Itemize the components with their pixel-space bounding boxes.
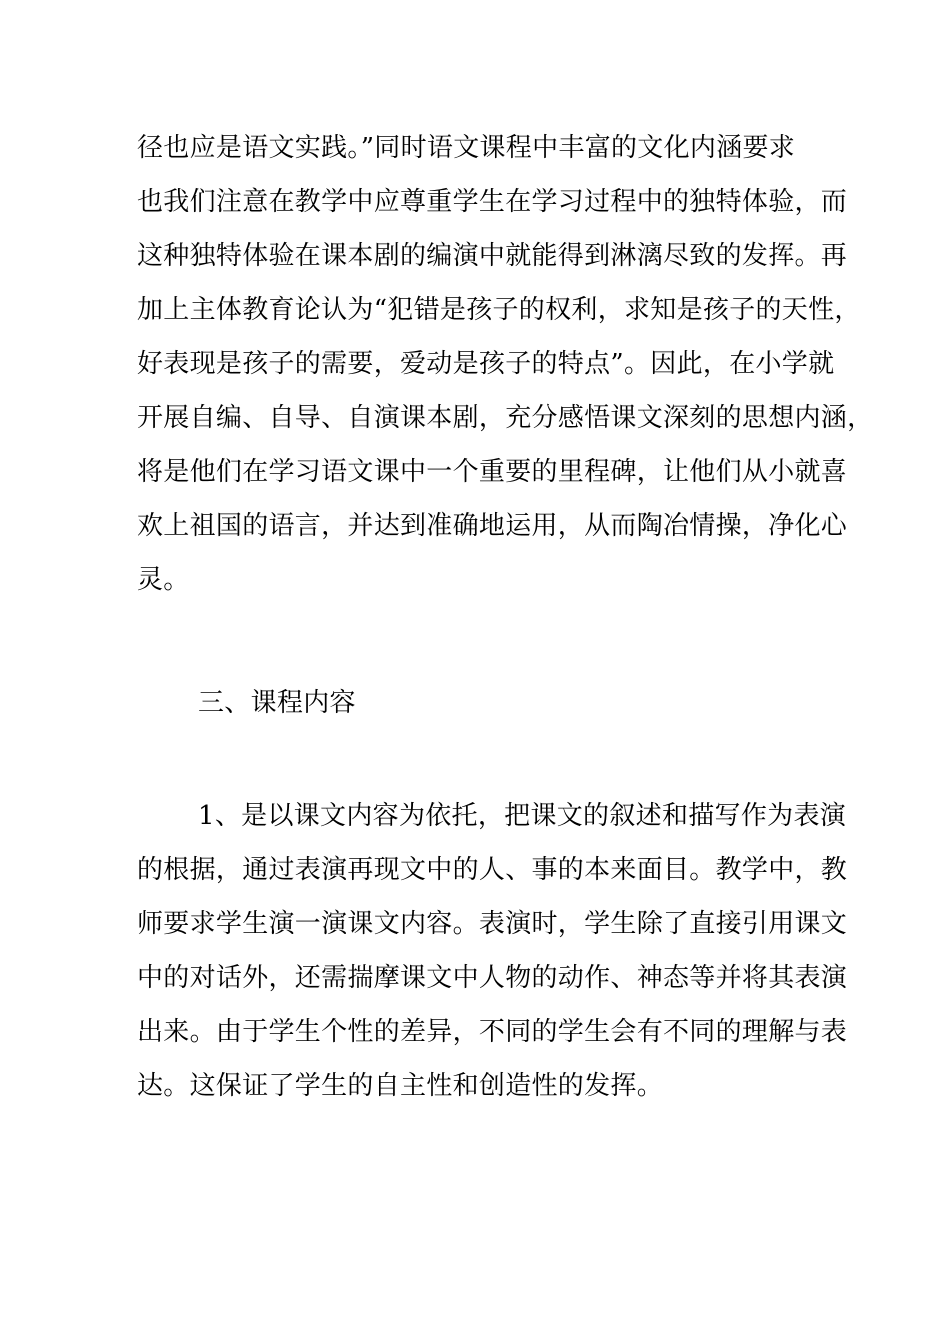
paragraph-2-line: 师要求学生演一演课文内容。表演时，学生除了直接引用课文: [137, 909, 848, 939]
section-heading: 三、课程内容: [198, 688, 356, 718]
paragraph-1-line: 好表现是孩子的需要，爱动是孩子的特点”。因此，在小学就: [137, 349, 835, 379]
paragraph-1-line: 灵。: [137, 565, 190, 595]
paragraph-1-line: 加上主体教育论认为“犯错是孩子的权利，求知是孩子的天性，: [137, 295, 861, 325]
paragraph-2-line: 达。这保证了学生的自主性和创造性的发挥。: [137, 1071, 664, 1101]
paragraph-1-line: 将是他们在学习语文课中一个重要的里程碑，让他们从小就喜: [137, 457, 848, 487]
paragraph-1-line: 欢上祖国的语言，并达到准确地运用，从而陶冶情操，净化心: [137, 511, 848, 541]
paragraph-2-line: 中的对话外，还需揣摩课文中人物的动作、神态等并将其表演: [137, 963, 848, 993]
paragraph-2-line: 的根据，通过表演再现文中的人、事的本来面目。教学中，教: [137, 855, 848, 885]
paragraph-1-line: 开展自编、自导、自演课本剧，充分感悟课文深刻的思想内涵，: [137, 403, 874, 433]
paragraph-1-line: 径也应是语文实践。”同时语文课程中丰富的文化内涵要求: [137, 133, 796, 163]
paragraph-2-line: 出来。由于学生个性的差异，不同的学生会有不同的理解与表: [137, 1017, 848, 1047]
paragraph-1-line: 这种独特体验在课本剧的编演中就能得到淋漓尽致的发挥。再: [137, 241, 848, 271]
paragraph-2-line: 1、是以课文内容为依托，把课文的叙述和描写作为表演: [198, 801, 847, 831]
paragraph-1-line: 也我们注意在教学中应尊重学生在学习过程中的独特体验，而: [137, 187, 848, 217]
